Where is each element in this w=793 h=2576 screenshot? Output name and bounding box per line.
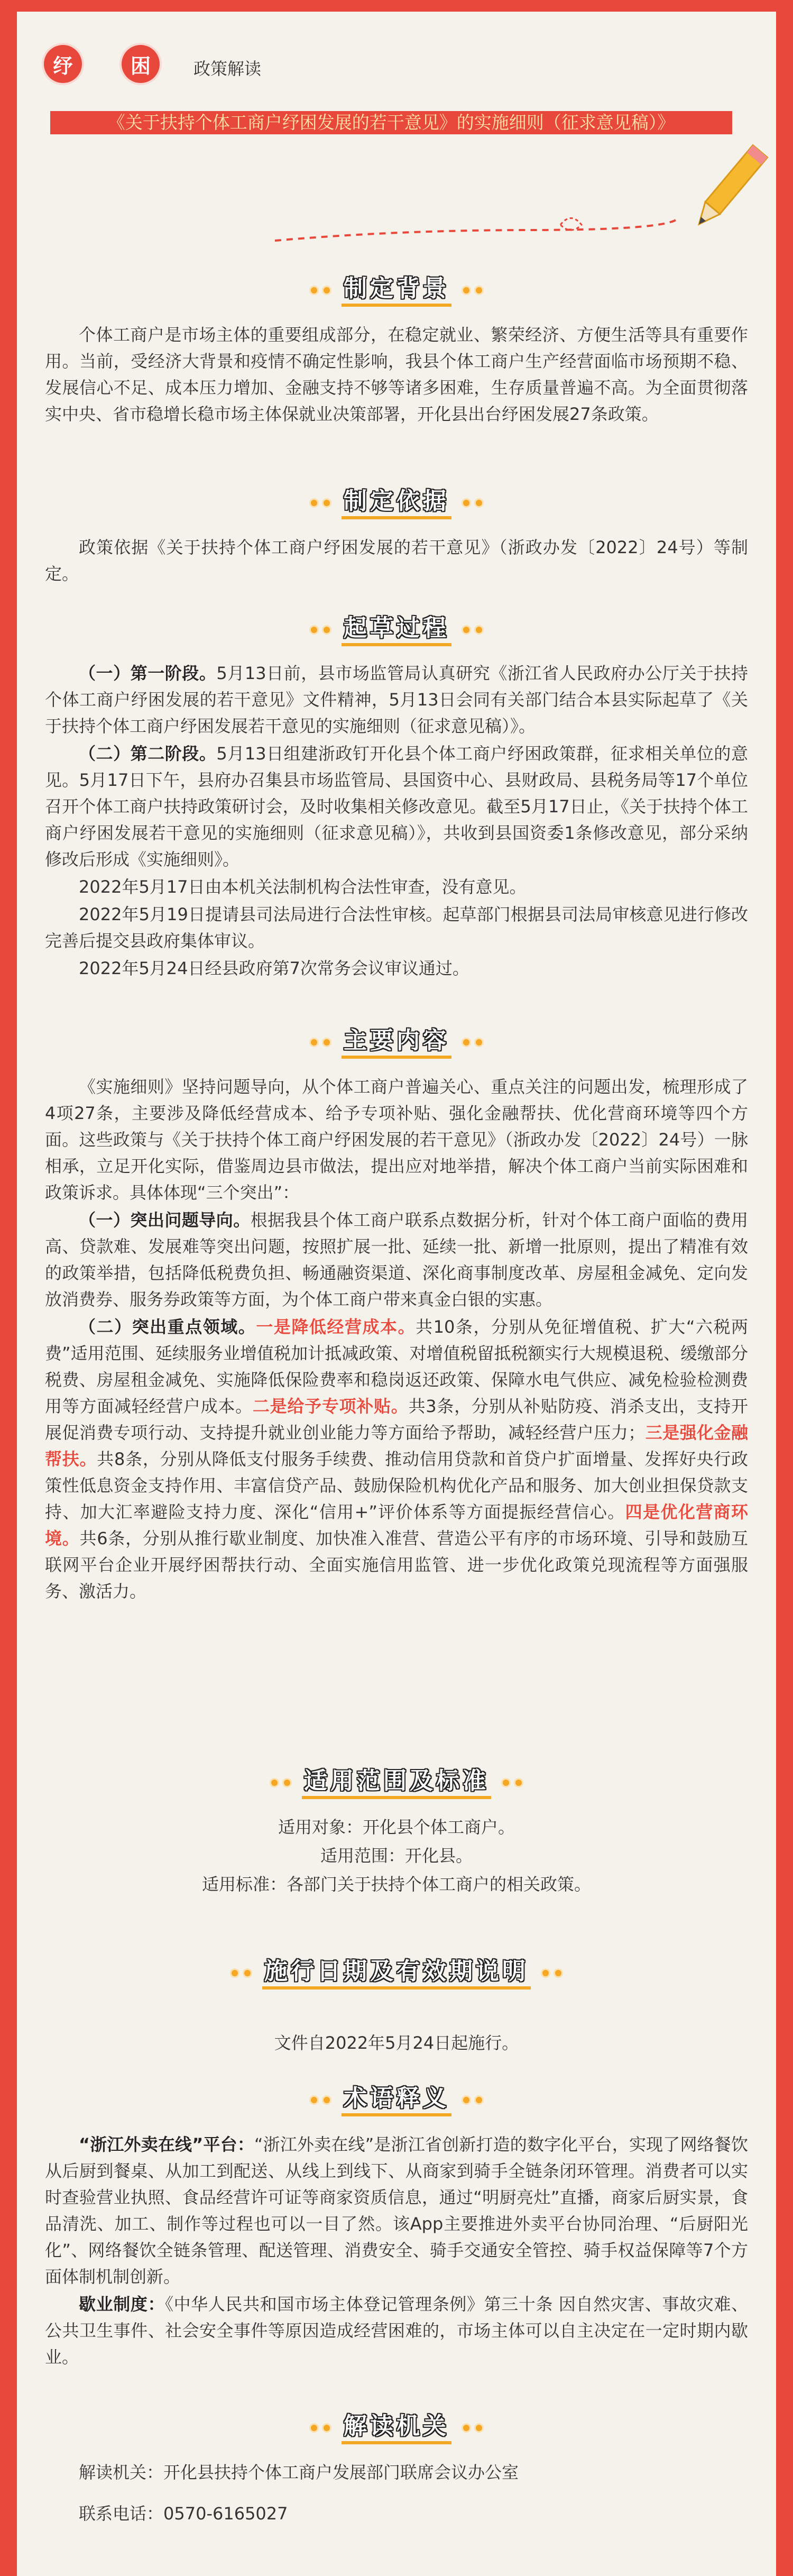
background-text <box>45 322 748 427</box>
heading-dot <box>463 287 469 294</box>
agency-text <box>45 2459 748 2527</box>
section-heading-basis <box>0 487 793 519</box>
badge-circle-1: 纾 <box>44 45 82 83</box>
terms-text <box>45 2131 748 2370</box>
paragraph: 2022年5月17日由本机关法制机构合法性审查，没有意见。 <box>79 877 527 897</box>
scope-standard: 适用标准：各部门关于扶持个体工商户的相关政策。 <box>201 1874 591 1894</box>
paragraph: 2022年5月19日提请县司法局进行合法性审核。起草部门根据县司法局审核意见进行修改完善后提交县政府集体审议。 <box>45 904 748 951</box>
process-text <box>45 660 748 982</box>
scope-range: 适用范围：开化县。 <box>320 1846 473 1866</box>
heading-dot <box>311 287 317 294</box>
section-heading-terms <box>0 2084 793 2116</box>
agency-name: 解读机关：开化县扶持个体工商户发展部门联席会议办公室 <box>79 2462 519 2482</box>
section-title: 主要内容 <box>342 1026 451 1059</box>
paragraph: （一）第一阶段。5月13日前，县市场监管局认真研究《浙江省人民政府办公厅关于扶持个体工商户纾困发展的若干意见》文件精神，5月13日会同有关部门结合本县实际起草了《关于扶持个体工商户纾困发展若干意见的实施细则（征求意见稿）》。 <box>45 663 748 736</box>
section-heading-dates <box>0 1957 793 1990</box>
category-label: 政策解读 <box>193 59 262 79</box>
paragraph: 歇业制度：《中华人民共和国市场主体登记管理条例》第三十条 因自然灾害、事故灾难、公共卫生事件、社会安全事件等原因造成经营困难的，市场主体可以自主决定在一定时期内歇业。 <box>45 2294 748 2367</box>
agency-phone: 联系电话：0570-6165027 <box>79 2504 288 2524</box>
section-title: 制定依据 <box>342 487 451 519</box>
section-title: 术语释义 <box>342 2084 451 2116</box>
effective-date: 文件自2022年5月24日起施行。 <box>274 2033 519 2053</box>
title-banner: 《关于扶持个体工商户纾困发展的若干意见》的实施细则（征求意见稿）》 <box>50 111 732 134</box>
paragraph: 个体工商户是市场主体的重要组成部分，在稳定就业、繁荣经济、方便生活等具有重要作用。当前，受经济大背景和疫情不确定性影响，我县个体工商户生产经营面临市场预期不稳、发展信心不足、成本压力增加、金融支持不够等诸多困难，生存质量普遍不高。为全面贯彻落实中央、省市稳增长稳市场主体保就业决策部署，开化县出台纾困发展27条政策。 <box>45 325 748 424</box>
section-title: 施行日期及有效期说明 <box>262 1957 531 1990</box>
section-title: 起草过程 <box>342 613 451 646</box>
heading-dot <box>324 287 330 294</box>
section-title: 制定背景 <box>342 274 451 307</box>
section-title: 适用范围及标准 <box>302 1766 491 1799</box>
paragraph: 2022年5月24日经县政府第7次常务会议审议通过。 <box>79 958 469 978</box>
heading-dot <box>476 287 482 294</box>
paragraph: （二）第二阶段。5月13日组建浙政钉开化县个体工商户纾困政策群，征求相关单位的意见。5月17日下午，县府办召集县市场监管局、县国资中心、县财政局、县税务局等17个单位召开个体工商户扶持政策研讨会，及时收集相关修改意见。截至5月17日止，《关于扶持个体工商户纾困发展若干意见的实施细则（征求意见稿）》，共收到县国资委1条修改意见，部分采纳修改后形成《实施细则》。 <box>45 744 748 869</box>
section-heading-scope <box>0 1766 793 1799</box>
basis-text <box>45 534 748 587</box>
paragraph: （一）突出问题导向。根据我县个体工商户联系点数据分析，针对个体工商户面临的费用高、贷款难、发展难等突出问题，按照扩展一批、延续一批、新增一批原则，提出了精准有效的政策举措，包括降低税费负担、畅通融资渠道、深化商事制度改革、房屋租金减免、定向发放消费券、服务券政策等方面，为个体工商户带来真金白银的实惠。 <box>45 1210 748 1309</box>
pencil-icon <box>687 135 772 241</box>
section-heading-process <box>0 613 793 646</box>
paragraph: 政策依据《关于扶持个体工商户纾困发展的若干意见》（浙政办发〔2022〕24号）等制定。 <box>45 537 748 584</box>
section-heading-content <box>0 1026 793 1059</box>
section-heading-agency <box>0 2412 793 2444</box>
section-title: 解读机关 <box>342 2412 451 2444</box>
content-text <box>45 1074 748 1605</box>
paragraph: 《实施细则》坚持问题导向，从个体工商户普遍关心、重点关注的问题出发，梳理形成了4项27条，主要涉及降低经营成本、给予专项补贴、强化金融帮扶、优化营商环境等四个方面。这些政策与《关于扶持个体工商户纾困发展的若干意见》（浙政办发〔2022〕24号）一脉相承，立足开化实际，借鉴周边县市做法，提出应对地举措，解决个体工商户当前实际困难和政策诉求。具体体现“三个突出”： <box>45 1077 748 1203</box>
paragraph: “浙江外卖在线”平台：“浙江外卖在线”是浙江省创新打造的数字化平台，实现了网络餐饮从后厨到餐桌、从加工到配送、从线上到线下、从商家到骑手全链条闭环管理。消费者可以实时查验营业执照、食品经营许可证等商家资质信息，通过“明厨亮灶”直播，商家后厨实景，食品清洗、加工、制作等过程也可以一目了然。该App主要推进外卖平台协同治理、“后厨阳光化”、网络餐饮全链条管理、配送管理、消费安全、骑手交通安全管控、骑手权益保障等7个方面体制机制创新。 <box>45 2134 748 2287</box>
paragraph: （二）突出重点领域。一是降低经营成本。共10条，分别从免征增值税、扩大“六税两费”适用范围、延续服务业增值税加计抵减政策、对增值税留抵税额实行大规模退税、缓缴部分税费、房屋租金减免、实施降低保险费率和稳岗返还政策、保障水电气供应、减免检验检测费用等方面减轻经营户成本。二是给予专项补贴。共3条，分别从补贴防疫、消杀支出，支持开展促消费专项行动、支持提升就业创业能力等方面给予帮助，减轻经营户压力；三是强化金融帮扶。共8条，分别从降低支付服务手续费、推动信用贷款和首贷户扩面增量、发挥好央行政策性低息资金支持作用、丰富信贷产品、鼓励保险机构优化产品和服务、加大创业担保贷款支持、加大汇率避险支持力度、深化“信用+”评价体系等方面提振经营信心。四是优化营商环境。共6条，分别从推行歇业制度、加快准入准营、营造公平有序的市场环境、引导和鼓励互联网平台企业开展纾困帮扶行动、全面实施信用监管、进一步优化政策兑现流程等方面强服务、激活力。 <box>45 1317 748 1601</box>
decorative-dashed-line <box>264 209 687 251</box>
scope-object: 适用对象：开化县个体工商户。 <box>278 1817 515 1837</box>
section-heading-background <box>0 274 793 307</box>
badge-circle-2: 困 <box>122 45 160 83</box>
